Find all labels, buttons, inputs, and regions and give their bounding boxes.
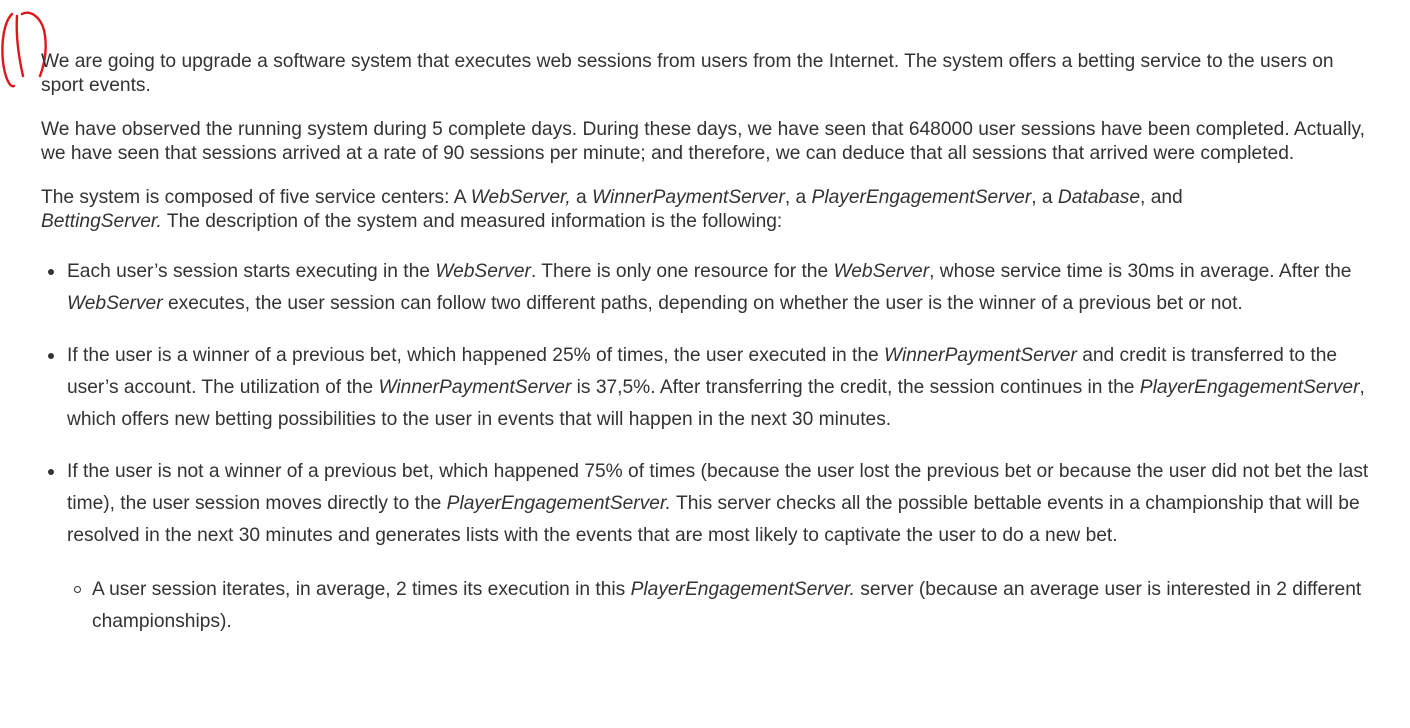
term-playerengagementserver: PlayerEngagementServer [1139, 377, 1360, 398]
text-segment: , a [1031, 187, 1058, 208]
list-item-non-winner-path [67, 456, 1371, 638]
term-webserver: WebServer [67, 293, 163, 314]
sub-list-item-iterations [92, 574, 1371, 638]
list-item-webserver [67, 256, 1371, 320]
text-segment: . There is only one resource for the [530, 261, 834, 282]
text-segment: The system is composed of five service centers: A [41, 187, 471, 208]
term-webserver: WebServer, [470, 187, 571, 208]
paragraph-service-centers [41, 186, 1371, 234]
term-winnerpaymentserver: WinnerPaymentServer [378, 377, 572, 398]
term-bettingserver: BettingServer. [41, 211, 162, 232]
text-segment: and credit is transferred to the user’s account. The utilization of the [67, 345, 1338, 398]
term-database: Database [1057, 187, 1141, 208]
text-segment: , and [1140, 187, 1183, 208]
text-segment: is 37,5%. After transferring the credit, the session continues in the [571, 377, 1140, 398]
term-webserver: WebServer [435, 261, 531, 282]
text-segment: A user session iterates, in average, 2 times its execution in this [92, 579, 631, 600]
list-item-winner-path [67, 340, 1371, 436]
term-playerengagementserver: PlayerEngagementServer. [630, 579, 855, 600]
paragraph-intro [41, 50, 1371, 98]
sub-list [67, 574, 1371, 638]
document-body [41, 50, 1371, 658]
text-segment: , whose service time is 30ms in average. After the [929, 261, 1352, 282]
text-segment: If the user is a winner of a previous bet, which happened 25% of times, the user executed in the [67, 345, 885, 366]
term-playerengagementserver: PlayerEngagementServer. [446, 493, 671, 514]
text-segment: , a [784, 187, 812, 208]
description-list [41, 256, 1371, 638]
paragraph-observation [41, 118, 1371, 166]
term-playerengagementserver: PlayerEngagementServer [811, 187, 1032, 208]
term-winnerpaymentserver: WinnerPaymentServer [884, 345, 1077, 366]
paragraph-observation-text: We have observed the running system during 5 complete days. During these days, we have seen that 648000 user sessions have been completed. Actually, we have seen that sessions arrived at a rate of 90 sessions per minute; and therefore, we can deduce that all sessions that arrived were completed. [41, 119, 1366, 164]
text-segment: executes, the user session can follow two different paths, depending on whether the user is the winner of a previous bet or not. [162, 293, 1243, 314]
text-segment: a [570, 187, 592, 208]
text-segment: Each user’s session starts executing in the [67, 261, 436, 282]
text-segment: server (because an average user is interested in 2 different championships). [92, 579, 1362, 632]
paragraph-intro-text: We are going to upgrade a software system that executes web sessions from users from the Internet. The system offers a betting service to the users on sport events. [41, 51, 1334, 96]
text-segment: , which offers new betting possibilities to the user in events that will happen in the next 30 minutes. [67, 377, 1365, 430]
text-segment: If the user is not a winner of a previous bet, which happened 75% of times (because the user lost the previous bet or because the user did not bet the last time), the user session moves directly to the [67, 461, 1369, 514]
text-segment: The description of the system and measured information is the following: [161, 211, 783, 232]
text-segment: This server checks all the possible bettable events in a championship that will be resolved in the next 30 minutes and generates lists with the events that are most likely to captivate the user to do a new bet. [67, 493, 1360, 546]
term-webserver: WebServer [833, 261, 930, 282]
term-winnerpaymentserver: WinnerPaymentServer [592, 187, 785, 208]
